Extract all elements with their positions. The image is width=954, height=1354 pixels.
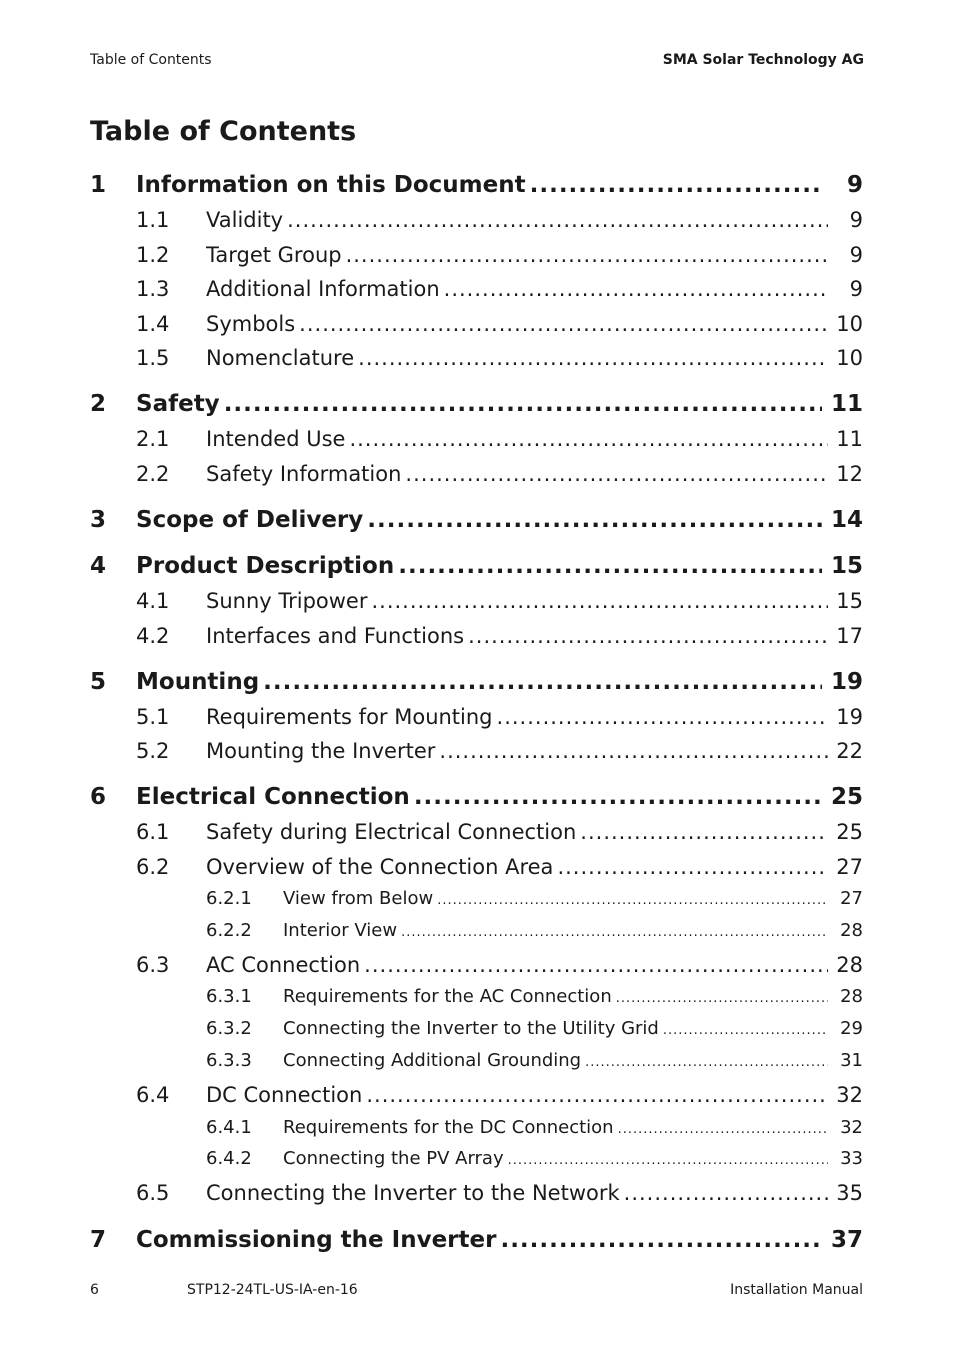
toc-leader-dots bbox=[624, 1181, 828, 1205]
toc-entry-label bbox=[206, 820, 828, 844]
toc-entry-number: 4.2 bbox=[136, 624, 170, 648]
toc-entry-title: Target Group bbox=[206, 243, 342, 267]
toc-entry-label bbox=[206, 243, 828, 267]
toc-entry-title: DC Connection bbox=[206, 1083, 363, 1107]
toc-leader-dots bbox=[263, 669, 822, 695]
toc-entry-label bbox=[206, 705, 828, 729]
toc-leader-dots bbox=[367, 507, 822, 533]
toc-entry-label bbox=[206, 427, 828, 451]
toc-entry[interactable] bbox=[0, 1117, 954, 1141]
toc-leader-dots bbox=[500, 1227, 822, 1253]
toc-entry-label bbox=[283, 1050, 828, 1071]
toc-entry-label bbox=[206, 346, 828, 370]
toc-leader-dots bbox=[616, 991, 828, 1006]
toc-entry[interactable] bbox=[0, 427, 954, 455]
toc-entry[interactable] bbox=[0, 553, 954, 583]
toc-leader-dots bbox=[346, 243, 828, 267]
toc-entry-page: 33 bbox=[840, 1148, 863, 1169]
toc-entry-number: 1.1 bbox=[136, 208, 170, 232]
toc-leader-dots bbox=[366, 1083, 828, 1107]
toc-entry-number: 5 bbox=[90, 669, 107, 695]
toc-entry-number: 6.2 bbox=[136, 855, 170, 879]
toc-entry-number: 6.3 bbox=[136, 953, 170, 977]
footer-doc-type: Installation Manual bbox=[730, 1282, 863, 1298]
toc-entry-number: 2.2 bbox=[136, 462, 170, 486]
toc-leader-dots bbox=[580, 820, 828, 844]
toc-entry-title: Validity bbox=[206, 208, 284, 232]
toc-entry-page: 12 bbox=[836, 462, 863, 486]
toc-entry-number: 5.1 bbox=[136, 705, 170, 729]
toc-entry-page: 10 bbox=[836, 312, 863, 336]
toc-entry-label bbox=[206, 1083, 828, 1107]
toc-entry-label bbox=[206, 1181, 828, 1205]
toc-entry-title: Connecting the Inverter to the Network bbox=[206, 1181, 620, 1205]
toc-entry-label bbox=[136, 1227, 822, 1253]
toc-entry-label bbox=[136, 507, 822, 533]
toc-entry[interactable] bbox=[0, 462, 954, 490]
toc-entry-label bbox=[206, 462, 828, 486]
toc-entry-title: Sunny Tripower bbox=[206, 589, 368, 613]
toc-entry-label bbox=[136, 669, 822, 695]
toc-entry-page: 25 bbox=[830, 784, 863, 810]
toc-entry[interactable] bbox=[0, 739, 954, 767]
toc-entry[interactable] bbox=[0, 589, 954, 617]
toc-entry-number: 1.4 bbox=[136, 312, 170, 336]
toc-leader-dots bbox=[530, 172, 822, 198]
toc-leader-dots bbox=[398, 553, 822, 579]
toc-entry-title: Overview of the Connection Area bbox=[206, 855, 554, 879]
toc-entry-title: AC Connection bbox=[206, 953, 361, 977]
toc-entry-number: 6 bbox=[90, 784, 107, 810]
toc-entry-number: 6.4 bbox=[136, 1083, 170, 1107]
footer-page-number: 6 bbox=[90, 1282, 99, 1298]
toc-entry-label bbox=[206, 624, 828, 648]
toc-entry[interactable] bbox=[0, 1181, 954, 1209]
toc-entry-title: Connecting Additional Grounding bbox=[283, 1050, 582, 1071]
toc-entry-title: Product Description bbox=[136, 553, 395, 579]
toc-entry-title: Connecting the PV Array bbox=[283, 1148, 504, 1169]
toc-entry[interactable] bbox=[0, 855, 954, 883]
toc-entry-page: 32 bbox=[840, 1117, 863, 1138]
toc-entry-label bbox=[206, 589, 828, 613]
toc-entry[interactable] bbox=[0, 346, 954, 374]
toc-entry-number: 6.2.1 bbox=[206, 888, 252, 909]
toc-entry-title: Requirements for Mounting bbox=[206, 705, 493, 729]
toc-entry-page: 15 bbox=[836, 589, 863, 613]
toc-entry-title: Commissioning the Inverter bbox=[136, 1227, 497, 1253]
toc-entry[interactable] bbox=[0, 1018, 954, 1042]
toc-entry[interactable] bbox=[0, 312, 954, 340]
toc-entry-page: 35 bbox=[836, 1181, 863, 1205]
toc-entry-page: 14 bbox=[830, 507, 863, 533]
toc-entry[interactable] bbox=[0, 669, 954, 699]
toc-entry-title: View from Below bbox=[283, 888, 434, 909]
toc-entry-label bbox=[283, 986, 828, 1007]
toc-entry-number: 1.3 bbox=[136, 277, 170, 301]
toc-entry-title: Connecting the Inverter to the Utility Grid bbox=[283, 1018, 659, 1039]
toc-entry-page: 28 bbox=[840, 986, 863, 1007]
toc-entry-number: 2 bbox=[90, 391, 107, 417]
toc-entry-page: 9 bbox=[849, 277, 863, 301]
toc-entry-label bbox=[206, 277, 828, 301]
toc-entry-number: 6.2.2 bbox=[206, 920, 252, 941]
toc-leader-dots bbox=[468, 624, 828, 648]
toc-entry[interactable] bbox=[0, 820, 954, 848]
toc-entry-number: 7 bbox=[90, 1227, 107, 1253]
toc-entry-page: 11 bbox=[836, 427, 863, 451]
toc-entry[interactable] bbox=[0, 1227, 954, 1257]
toc-entry-page: 37 bbox=[830, 1227, 863, 1253]
toc-entry-label bbox=[136, 391, 822, 417]
toc-entry-label bbox=[283, 1148, 828, 1169]
toc-entry-number: 4.1 bbox=[136, 589, 170, 613]
toc-entry-number: 6.1 bbox=[136, 820, 170, 844]
toc-entry-label bbox=[206, 953, 828, 977]
toc-entry-number: 6.4.1 bbox=[206, 1117, 252, 1138]
toc-entry[interactable] bbox=[0, 1050, 954, 1074]
toc-entry-number: 3 bbox=[90, 507, 107, 533]
toc-leader-dots bbox=[405, 462, 828, 486]
toc-entry-page: 27 bbox=[840, 888, 863, 909]
toc-entry[interactable] bbox=[0, 1148, 954, 1172]
toc-leader-dots bbox=[299, 312, 828, 336]
toc-entry-number: 6.3.1 bbox=[206, 986, 252, 1007]
toc-entry-page: 28 bbox=[836, 953, 863, 977]
toc-leader-dots bbox=[663, 1023, 828, 1038]
toc-entry-title: Requirements for the AC Connection bbox=[283, 986, 612, 1007]
toc-leader-dots bbox=[618, 1122, 828, 1137]
toc-entry-title: Interfaces and Functions bbox=[206, 624, 465, 648]
toc-entry-number: 1.2 bbox=[136, 243, 170, 267]
toc-entry[interactable] bbox=[0, 277, 954, 305]
toc-leader-dots bbox=[224, 391, 822, 417]
toc-entry-title: Safety during Electrical Connection bbox=[206, 820, 577, 844]
toc-entry[interactable] bbox=[0, 243, 954, 271]
running-header-company: SMA Solar Technology AG bbox=[662, 52, 864, 68]
toc-entry-title: Nomenclature bbox=[206, 346, 355, 370]
toc-entry-label bbox=[136, 784, 822, 810]
toc-entry-number: 4 bbox=[90, 553, 107, 579]
toc-leader-dots bbox=[358, 346, 828, 370]
toc-leader-dots bbox=[497, 705, 828, 729]
toc-entry-page: 27 bbox=[836, 855, 863, 879]
toc-entry-page: 19 bbox=[836, 705, 863, 729]
toc-entry-label bbox=[206, 739, 828, 763]
toc-entry-page: 9 bbox=[846, 172, 863, 198]
toc-entry[interactable] bbox=[0, 1083, 954, 1111]
toc-entry[interactable] bbox=[0, 888, 954, 912]
toc-entry-page: 9 bbox=[849, 208, 863, 232]
toc-entry[interactable] bbox=[0, 507, 954, 537]
toc-entry-page: 32 bbox=[836, 1083, 863, 1107]
toc-entry-page: 25 bbox=[836, 820, 863, 844]
toc-entry-title: Safety bbox=[136, 391, 220, 417]
toc-entry[interactable] bbox=[0, 208, 954, 236]
toc-entry-label bbox=[206, 208, 828, 232]
toc-entry-number: 6.3.2 bbox=[206, 1018, 252, 1039]
toc-entry-title: Information on this Document bbox=[136, 172, 526, 198]
toc-leader-dots bbox=[585, 1055, 828, 1070]
toc-entry-page: 9 bbox=[849, 243, 863, 267]
toc-entry-page: 31 bbox=[840, 1050, 863, 1071]
toc-leader-dots bbox=[444, 277, 828, 301]
footer-doc-code: STP12-24TL-US-IA-en-16 bbox=[187, 1282, 358, 1298]
toc-entry-page: 17 bbox=[836, 624, 863, 648]
toc-leader-dots bbox=[437, 893, 828, 908]
toc-entry-title: Mounting bbox=[136, 669, 260, 695]
running-header-section: Table of Contents bbox=[90, 52, 212, 68]
toc-entry-number: 6.5 bbox=[136, 1181, 170, 1205]
toc-leader-dots bbox=[371, 589, 828, 613]
toc-entry-label bbox=[283, 1018, 828, 1039]
toc-entry[interactable] bbox=[0, 624, 954, 652]
toc-leader-dots bbox=[349, 427, 828, 451]
toc-leader-dots bbox=[439, 739, 828, 763]
page-title: Table of Contents bbox=[90, 116, 357, 147]
toc-entry-label bbox=[206, 855, 828, 879]
toc-entry-title: Symbols bbox=[206, 312, 296, 336]
toc-entry-title: Electrical Connection bbox=[136, 784, 410, 810]
toc-entry-label bbox=[206, 312, 828, 336]
toc-entry-label bbox=[136, 553, 822, 579]
toc-leader-dots bbox=[508, 1153, 828, 1168]
toc-entry-number: 1.5 bbox=[136, 346, 170, 370]
toc-entry-page: 29 bbox=[840, 1018, 863, 1039]
toc-entry[interactable] bbox=[0, 953, 954, 981]
toc-entry-label bbox=[283, 888, 828, 909]
toc-entry-page: 19 bbox=[830, 669, 863, 695]
toc-entry-number: 6.4.2 bbox=[206, 1148, 252, 1169]
toc-leader-dots bbox=[557, 855, 828, 879]
toc-entry-page: 22 bbox=[836, 739, 863, 763]
toc-entry[interactable] bbox=[0, 784, 954, 814]
toc-entry-page: 28 bbox=[840, 920, 863, 941]
toc-entry-title: Interior View bbox=[283, 920, 398, 941]
toc-entry-label bbox=[283, 1117, 828, 1138]
toc-entry-title: Safety Information bbox=[206, 462, 402, 486]
toc-entry-title: Mounting the Inverter bbox=[206, 739, 436, 763]
toc-entry-page: 10 bbox=[836, 346, 863, 370]
toc-leader-dots bbox=[364, 953, 828, 977]
toc-entry[interactable] bbox=[0, 172, 954, 202]
toc-leader-dots bbox=[287, 208, 828, 232]
toc-entry[interactable] bbox=[0, 986, 954, 1010]
toc-entry-number: 5.2 bbox=[136, 739, 170, 763]
toc-entry-page: 11 bbox=[830, 391, 863, 417]
toc-entry-title: Intended Use bbox=[206, 427, 346, 451]
toc-entry-page: 15 bbox=[830, 553, 863, 579]
toc-entry-label bbox=[283, 920, 828, 941]
toc-leader-dots bbox=[401, 925, 828, 940]
toc-entry-title: Scope of Delivery bbox=[136, 507, 364, 533]
toc-entry-number: 6.3.3 bbox=[206, 1050, 252, 1071]
toc-leader-dots bbox=[414, 784, 822, 810]
toc-entry-number: 1 bbox=[90, 172, 107, 198]
toc-entry[interactable] bbox=[0, 391, 954, 421]
toc-entry-label bbox=[136, 172, 822, 198]
toc-entry-title: Requirements for the DC Connection bbox=[283, 1117, 614, 1138]
toc-entry[interactable] bbox=[0, 920, 954, 944]
toc-entry-title: Additional Information bbox=[206, 277, 440, 301]
toc-entry[interactable] bbox=[0, 705, 954, 733]
toc-entry-number: 2.1 bbox=[136, 427, 170, 451]
